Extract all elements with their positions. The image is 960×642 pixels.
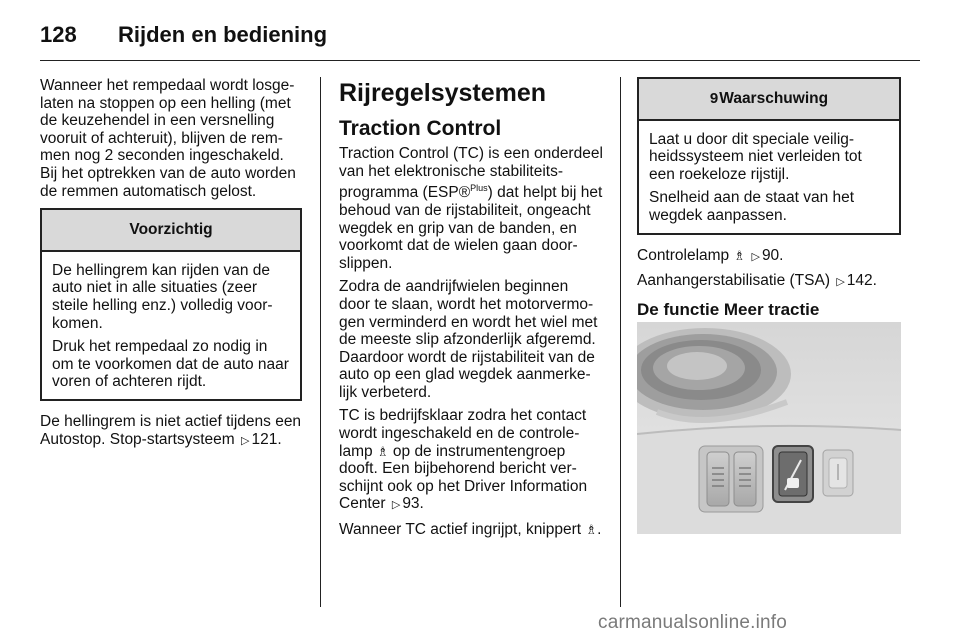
page-ref-link[interactable]: 121. [251,430,282,448]
page-ref-link[interactable]: 142. [846,272,877,290]
watermark: carmanualsonline.info [598,612,788,633]
paragraph-text: ) dat helpt bij het behoud van de rijstabiliteit, ongeacht wegdek en grip van de banden, en voorkomt dat de wielen gaan doorslippen. [339,184,603,272]
superscript: Plus [470,183,488,194]
subsection-heading: Traction Control [339,117,502,140]
traction-switch [773,446,813,502]
paragraph: Laat u door dit speciale veiligheidssysteem niet verleiden tot een roekeloze rijstijl. [649,130,862,183]
paragraph-text: TC is bedrijfsklaar zodra het contact wordt ingeschakeld en de controlelamp [339,407,587,460]
page-header [40,10,920,62]
tc-lamp-icon: ♗ [376,443,389,459]
header-rule [40,60,920,61]
paragraph [339,407,603,515]
column-2 [339,77,603,545]
paragraph: De hellingrem kan rijden van de auto niet in alle situaties (zeer steile helling enz.) volledig voorkomen. [52,261,273,332]
paragraph-text: Wanneer TC actief ingrijpt, knippert [339,521,582,539]
section-heading: Rijregelsystemen [339,79,547,107]
page-ref-arrow-icon: ▷ [751,250,760,263]
paragraph: Snelheid aan de staat van het wegdek aanpassen. [649,189,855,224]
page-ref-arrow-icon: ▷ [391,499,401,512]
warning-title-bar [639,79,899,121]
warning-box [637,77,901,235]
warning-title: Waarschuwing [719,90,829,107]
page-ref-link[interactable]: 90. [761,246,784,264]
paragraph-text: Traction Control (TC) is een onderdeel van het elektronische stabiliteitsprogramma (ESP® [339,145,603,202]
page-ref-link[interactable]: 93. [402,495,424,513]
paragraph-text: op de instrumentengroep dooft. Een bijbehorend bericht verschijnt ook op het Driver Information Center [339,442,588,513]
column-1 [40,77,302,456]
dash-panel [637,426,901,534]
paragraph: Druk het rempedaal zo nodig in om te voorkomen dat de auto naar voren of achteren rijdt. [52,338,289,391]
right-switch [823,450,853,496]
tc-lamp-icon: ♗ [585,522,598,538]
paragraph [40,413,302,450]
page-ref-arrow-icon: ▷ [836,276,845,289]
paragraph-text: De hellingrem is niet actief tijdens een Autostop. Stop-startsysteem [40,412,302,448]
paragraph: Wanneer het rempedaal wordt losgelaten na stoppen op een helling (met de keuzehendel in een versnelling vooruit of achteruit), blijven de remmen nog 2 seconden ingeschakeld. Bij het optrekken van de auto worden de remmen automatisch gelost. [40,77,296,200]
paragraph [637,247,901,267]
paragraph [637,272,901,292]
paragraph-text: Controlelamp [637,246,730,264]
paragraph-text: Aanhangerstabilisatie (TSA) [637,272,830,290]
dashboard-switch-illustration [637,322,901,534]
switch-pair [699,446,763,512]
paragraph: Zodra de aandrijfwielen beginnen door te slaan, wordt het motorvermogen verminderd en wordt het wiel met de meeste slip afzonderlijk afgeremd. Daardoor wordt de rijstabiliteit van de auto op een glad wegdek aanmerkelijk verbeterd. [339,278,598,401]
section-title: Rijden en bediening [118,22,328,47]
paragraph [339,521,603,539]
paragraph-text: . [597,521,602,539]
warning-body [639,121,899,233]
paragraph [339,145,603,272]
page-number: 128 [40,22,77,47]
caution-body [42,252,300,399]
caution-title: Voorzichtig [42,210,300,252]
caution-box [40,208,302,401]
column-divider [320,77,321,607]
page-ref-arrow-icon: ▷ [241,434,250,447]
column-divider [620,77,621,607]
subsection-heading: De functie Meer tractie [637,299,820,319]
warning-icon: 9 [709,90,719,107]
tc-lamp-icon: ♗ [733,247,746,263]
column-3 [637,77,901,328]
